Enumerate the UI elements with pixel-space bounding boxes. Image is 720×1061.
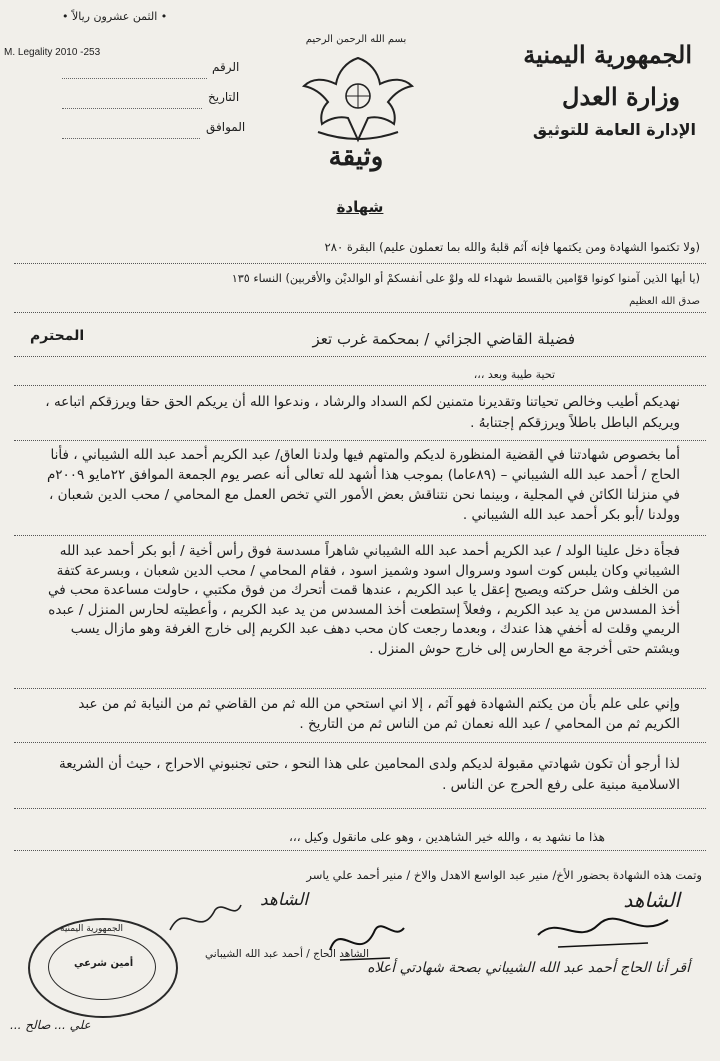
paragraph-5: [40, 754, 680, 796]
paragraph-2: [40, 445, 680, 525]
acknowledgment-line: أقر أنا الحاج أحمد عبد الله الشيباني بصحة شهادتي أعلاه: [367, 960, 690, 976]
field-corresponding-line: [62, 138, 200, 139]
signature-right-icon: [528, 905, 678, 955]
divider: [14, 312, 706, 313]
divider: [14, 850, 706, 851]
witnesses-line: وتمت هذه الشهادة بحضور الأخ/ منير عبد الواسع الاهدل والاخ / منير أحمد علي ياسر: [306, 868, 702, 882]
sadaqa-label: صدق الله العظيم: [629, 296, 700, 307]
bottom-note: علي ... صالح ...: [10, 1018, 91, 1032]
field-date-label: التاريخ: [208, 90, 240, 104]
divider: [14, 440, 706, 441]
paragraph-text: أما بخصوص شهادتنا في القضية المنظورة لديكم والمتهم فيها ولدنا العاق/ عبد الكريم أحمد عبد الله الشيباني ، فأنا الحاج / أحمد عبد الله الشيباني – (٨٩عاما) بموجب هذا أشهد لله تعالى أنه عصر يوم الجمعة الموافق ٢٢مايو ٢٠٠٩م في منزلنا الكائن في المجلية ، وبينما نحن نتناقش بعض الأمور التي تخص العمل مع المحامي / محب الدين شعبان ، وولدنا /أبو بكر أحمد عبد الله الشيباني .: [46, 447, 680, 523]
paragraph-text: نهديكم أطيب وخالص تحياتنا وتقديرنا متمنين لكم السداد والرشاد ، وندعوا الله أن يريكم الحق حقا ويرزقكم اتباعه ، ويريكم الباطل باطلاً ويرزقكم إجتنابهُ .: [45, 394, 680, 431]
paragraph-4: [40, 694, 680, 734]
witness-right-signature: الشاهد: [623, 888, 680, 912]
document-type-label: وثيقة: [328, 142, 384, 172]
quran-verse-2: (يا أيها الذين آمنوا كونوا قوّامين بالقسط شهداء لله ولوْ على أنفسكمْ أو الوالديْن والأقربين) النساء ١٣٥: [231, 272, 700, 285]
paragraph-text: لذا أرجو أن تكون شهادتي مقبولة لديكم ولدى المحامين على هذا النحو ، حتى تجنبوني الاحراج ، حيث أن الشريعة الاسلامية مبنية على رفع الحرج عن الناس .: [59, 756, 680, 793]
field-date-line: [62, 108, 202, 109]
ministry-name: وزارة العدل: [562, 82, 680, 111]
divider: [14, 535, 706, 536]
respected-label: المحترم: [30, 328, 85, 344]
paragraph-text: فجأة دخل علينا الولد / عبد الكريم أحمد عبد الله الشيباني شاهراً مسدسة فوق رأس أخية / أبو بكر أحمد عبد الله الشيباني وكان يلبس كوت اسود وسروال اسود وشميز اسود ، فقام المحامي / محب الدين شعبان ، وبسرعة كتفة من الخلف وشل حركته ويصيح إعقل يا عبد الكريم ، عندها قمت أتحرك من فوق مكتبي ، حاولت مساعدة محب في أخذ المسدس من يد عبد الكريم ، وفعلاً إستطعت أخذ المسدس من يد عبد الكريم ، وأعطيته لحارس المنزل / عبده الريمي وقلت له أخفي هذا عندك ، وبعدما رجعت كان محب دهف عبد الكريم إلى خارج الغرفة وهو مازال يسب ويشتم حتى أخرجة مع الحارس إلى خارج حوش المنزل .: [48, 543, 680, 657]
greeting: تحية طيبة وبعد ،،،: [473, 368, 555, 381]
eagle-emblem-icon: [298, 48, 418, 148]
witness-left-signature: الشاهد: [260, 890, 309, 910]
divider: [14, 808, 706, 809]
signature-scribble-icon: [165, 895, 245, 945]
republic-name: الجمهورية اليمنية: [523, 40, 692, 69]
stamp-inner-text: أمين شرعي: [74, 958, 134, 969]
addressee-line: فضيلة القاضي الجزائي / بمحكمة غرب تعز: [312, 330, 575, 348]
basmala: بسم الله الرحمن الرحيم: [305, 34, 407, 45]
field-number-line: [62, 78, 207, 79]
field-number-label: الرقم: [212, 60, 240, 74]
paragraph-1: [40, 392, 680, 434]
paragraph-text: وإني على علم بأن من يكتم الشهادة فهو آثم ، إلا اني استحي من الله ثم من القاضي ثم من النيابة ثم من عبد الكريم ثم من المحامي / عبد الله نعمان ثم من الناس ثم من التاريخ .: [78, 696, 680, 732]
divider: [14, 688, 706, 689]
department-name: الإدارة العامة للتوثيق: [532, 120, 696, 139]
witness-bottom-name: الشاهد الحاج / أحمد عبد الله الشيباني: [205, 948, 370, 960]
price-label: • الثمن عشرون ريالاً •: [62, 10, 168, 23]
divider: [14, 742, 706, 743]
quran-verse-1: (ولا تكتموا الشهادة ومن يكتمها فإنه آثم قلبهُ والله بما تعملون عليم) البقرة ٢٨٠: [324, 240, 700, 254]
paragraph-3: [40, 542, 680, 659]
legality-ref: M. Legality 2010 -253: [4, 47, 101, 58]
field-corresponding-label: الموافق: [206, 120, 246, 134]
divider: [14, 385, 706, 386]
document-title: شهادة: [336, 198, 384, 216]
official-stamp: [28, 918, 178, 1018]
divider: [14, 356, 706, 357]
stamp-outer-text: الجمهورية اليمنية: [60, 924, 124, 934]
closing-line: هذا ما نشهد به ، والله خير الشاهدين ، وهو على مانقول وكيل ،،،: [288, 830, 605, 844]
divider: [14, 263, 706, 264]
